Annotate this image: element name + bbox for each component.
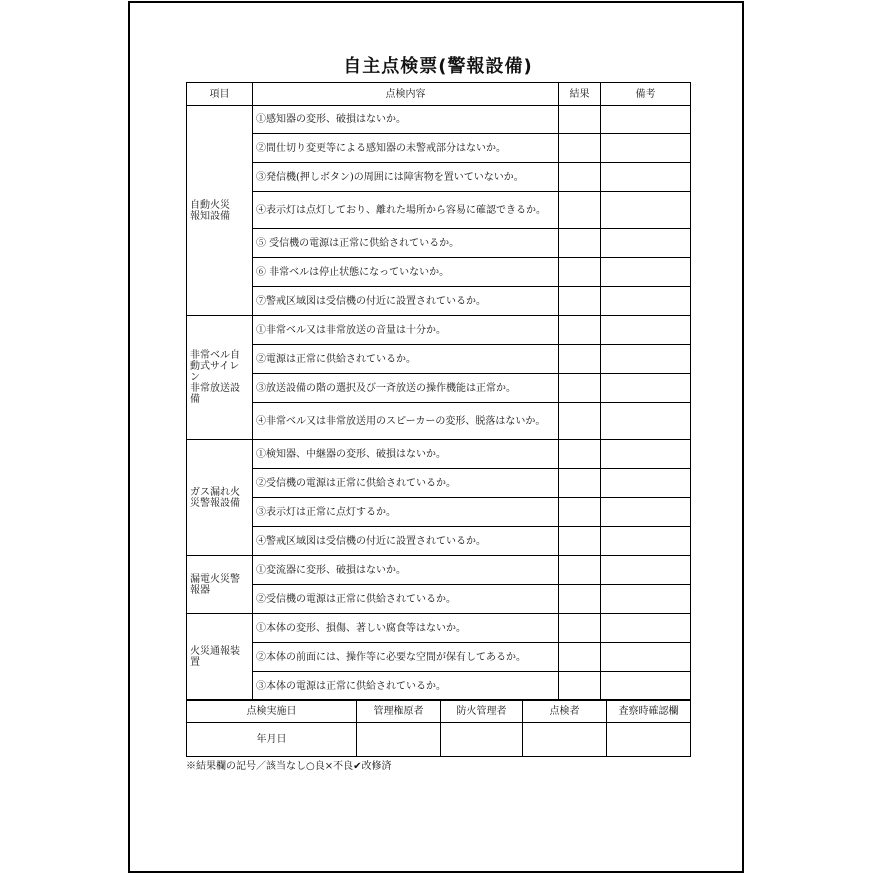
result-cell[interactable] — [559, 403, 601, 440]
category-cell: ガス漏れ火 災警報設備 — [187, 440, 253, 556]
remarks-cell[interactable] — [601, 469, 691, 498]
result-cell[interactable] — [559, 229, 601, 258]
check-item-text: ④非常ベル又は非常放送用のスピーカーの変形、脱落はないか。 — [253, 403, 559, 440]
check-item-text: ③放送設備の階の選択及び一斉放送の操作機能は正常か。 — [253, 374, 559, 403]
check-item-text: ③表示灯は正常に点灯するか。 — [253, 498, 559, 527]
check-item-text: ①変流器に変形、破損はないか。 — [253, 556, 559, 585]
check-item-text: ②電源は正常に供給されているか。 — [253, 345, 559, 374]
audit-cell[interactable] — [607, 723, 691, 757]
header-owner: 管理権原者 — [357, 700, 441, 723]
remarks-cell[interactable] — [601, 316, 691, 345]
result-cell[interactable] — [559, 440, 601, 469]
category-cell: 非常ベル自 動式サイレ ン 非常放送設 備 — [187, 316, 253, 440]
table-row — [187, 134, 691, 163]
header-fire-manager: 防火管理者 — [441, 700, 523, 723]
fire-manager-cell[interactable] — [441, 723, 523, 757]
check-item-text: ①本体の変形、損傷、著しい腐食等はないか。 — [253, 614, 559, 643]
result-cell[interactable] — [559, 134, 601, 163]
remarks-cell[interactable] — [601, 374, 691, 403]
check-item-text: ③発信機(押しボタン)の周囲には障害物を置いていないか。 — [253, 163, 559, 192]
header-item: 項目 — [187, 83, 253, 106]
result-cell[interactable] — [559, 287, 601, 316]
owner-cell[interactable] — [357, 723, 441, 757]
remarks-cell[interactable] — [601, 192, 691, 229]
table-row — [187, 527, 691, 556]
check-item-text: ④表示灯は点灯しており、離れた場所から容易に確認できるか。 — [253, 192, 559, 229]
header-content: 点検内容 — [253, 83, 559, 106]
remarks-cell[interactable] — [601, 345, 691, 374]
check-item-text: ②受信機の電源は正常に供給されているか。 — [253, 469, 559, 498]
result-cell[interactable] — [559, 258, 601, 287]
check-item-text: ②間仕切り変更等による感知器の未警戒部分はないか。 — [253, 134, 559, 163]
remarks-cell[interactable] — [601, 614, 691, 643]
remarks-cell[interactable] — [601, 585, 691, 614]
result-cell[interactable] — [559, 106, 601, 134]
date-cell[interactable]: 年月日 — [187, 723, 357, 757]
table-row — [187, 440, 691, 469]
remarks-cell[interactable] — [601, 134, 691, 163]
result-cell[interactable] — [559, 345, 601, 374]
signature-input-row — [187, 723, 691, 757]
result-cell[interactable] — [559, 556, 601, 585]
result-cell[interactable] — [559, 316, 601, 345]
table-row — [187, 643, 691, 672]
category-cell: 自動火災 報知設備 — [187, 106, 253, 316]
check-item-text: ②本体の前面には、操作等に必要な空間が保有してあるか。 — [253, 643, 559, 672]
table-row — [187, 192, 691, 229]
check-item-text: ⑥ 非常ベルは停止状態になっていないか。 — [253, 258, 559, 287]
remarks-cell[interactable] — [601, 163, 691, 192]
check-item-text: ⑦警戒区域図は受信機の付近に設置されているか。 — [253, 287, 559, 316]
result-cell[interactable] — [559, 672, 601, 701]
category-cell: 漏電火災警 報器 — [187, 556, 253, 614]
check-item-text: ①検知器、中継器の変形、破損はないか。 — [253, 440, 559, 469]
table-row — [187, 614, 691, 643]
result-cell[interactable] — [559, 614, 601, 643]
result-cell[interactable] — [559, 192, 601, 229]
table-row — [187, 469, 691, 498]
check-item-text: ①感知器の変形、破損はないか。 — [253, 106, 559, 134]
result-cell[interactable] — [559, 585, 601, 614]
remarks-cell[interactable] — [601, 672, 691, 701]
remarks-cell[interactable] — [601, 556, 691, 585]
check-item-text: ②受信機の電源は正常に供給されているか。 — [253, 585, 559, 614]
check-item-text: ⑤ 受信機の電源は正常に供給されているか。 — [253, 229, 559, 258]
form-title: 自主点検票(警報設備) — [343, 56, 533, 77]
inspection-table — [186, 82, 691, 701]
remarks-cell[interactable] — [601, 403, 691, 440]
signature-header-row — [187, 700, 691, 723]
signature-table — [186, 699, 691, 757]
header-result: 結果 — [559, 83, 601, 106]
result-cell[interactable] — [559, 643, 601, 672]
remarks-cell[interactable] — [601, 229, 691, 258]
remarks-cell[interactable] — [601, 106, 691, 134]
table-row — [187, 374, 691, 403]
table-row — [187, 287, 691, 316]
table-row — [187, 163, 691, 192]
header-audit: 査察時確認欄 — [607, 700, 691, 723]
result-cell[interactable] — [559, 498, 601, 527]
table-row — [187, 345, 691, 374]
check-item-text: ①非常ベル又は非常放送の音量は十分か。 — [253, 316, 559, 345]
inspector-cell[interactable] — [523, 723, 607, 757]
table-row — [187, 316, 691, 345]
check-item-text: ③本体の電源は正常に供給されているか。 — [253, 672, 559, 701]
category-cell: 火災通報装 置 — [187, 614, 253, 701]
legend-note: ※結果欄の記号／該当なし○良×不良✔改修済 — [186, 761, 392, 772]
remarks-cell[interactable] — [601, 527, 691, 556]
result-cell[interactable] — [559, 527, 601, 556]
table-row — [187, 672, 691, 701]
header-date: 点検実施日 — [187, 700, 357, 723]
header-inspector: 点検者 — [523, 700, 607, 723]
header-remarks: 備考 — [601, 83, 691, 106]
table-row — [187, 585, 691, 614]
table-row — [187, 498, 691, 527]
table-row — [187, 106, 691, 134]
table-header-row — [187, 83, 691, 106]
remarks-cell[interactable] — [601, 643, 691, 672]
check-item-text: ④警戒区域図は受信機の付近に設置されているか。 — [253, 527, 559, 556]
result-cell[interactable] — [559, 374, 601, 403]
result-cell[interactable] — [559, 469, 601, 498]
table-row — [187, 229, 691, 258]
remarks-cell[interactable] — [601, 287, 691, 316]
table-row — [187, 403, 691, 440]
table-row — [187, 556, 691, 585]
result-cell[interactable] — [559, 163, 601, 192]
remarks-cell[interactable] — [601, 498, 691, 527]
remarks-cell[interactable] — [601, 440, 691, 469]
table-row — [187, 258, 691, 287]
remarks-cell[interactable] — [601, 258, 691, 287]
